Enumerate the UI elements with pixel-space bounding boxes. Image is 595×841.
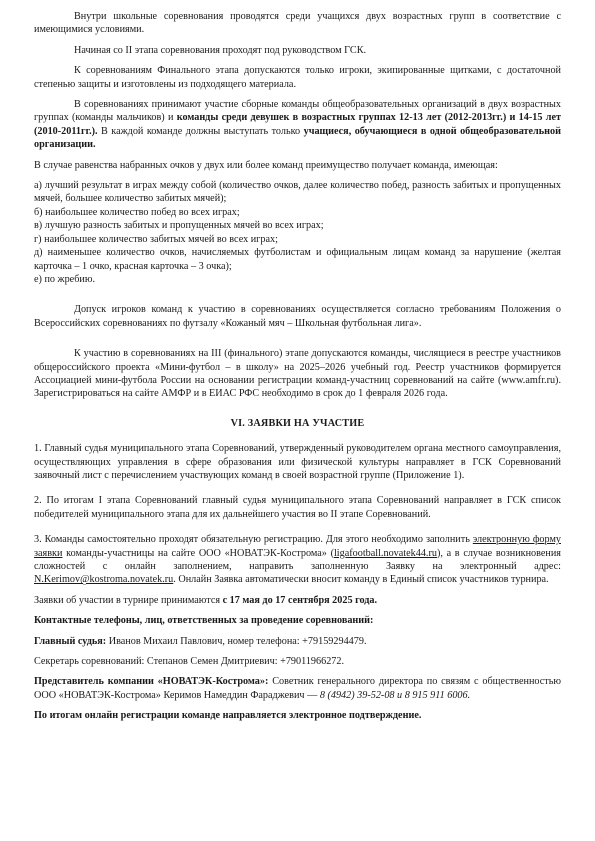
list-item: г) наибольшее количество забитых мячей во всех играх; (34, 233, 278, 245)
section-heading: VI. ЗАЯВКИ НА УЧАСТИЕ (230, 417, 365, 429)
list-item: д) наименьшее количество очков, начисляемых футболистам и официальным лицам команд за нарушение (желтая карточка – 1 очко, красная карточка – 3 очка); (34, 247, 561, 272)
item3-text-d: . Онлайн Заявка автоматически вносит команду в Единый список участников турнира. (173, 574, 549, 586)
site-link[interactable]: ligafootball.novatek44.ru (333, 547, 437, 559)
participants-girls-groups: команды среди девушек в возрастных группах 12-13 лет (2012-2013гг.) и 14-15 лет (2010-2011гг.). (34, 112, 561, 137)
participants-text-a: В соревнованиях принимают участие сборные команды общеобразовательных организаций в двух возрастных группах (команды мальчиков) и (34, 99, 561, 124)
item3-text-c: ), а в случае возникновения сложностей с онлайн заполнением, направить заполненную Заявку на электронный адрес: (34, 547, 561, 572)
footer-note (34, 709, 561, 722)
paragraph-equipment: К соревнованиям Финального этапа допускаются только игроки, экипированные щитками, с достаточной степенью защиты и изготовлены из подходящего материала. (34, 65, 561, 90)
list-item: а) лучший результат в играх между собой (количество очков, далее количество побед, разность забитых и пропущенных мячей, большее количество забитых мячей); (34, 180, 561, 205)
contact-judge (34, 635, 561, 648)
list-item: б) наибольшее количество побед во всех играх; (34, 206, 240, 218)
paragraph-participants (34, 98, 561, 152)
application-item-3 (34, 533, 561, 587)
paragraph-gsk: Начиная со II этапа соревнования проходят под руководством ГСК. (74, 44, 367, 56)
tiebreak-list (34, 179, 561, 286)
application-item-2: 2. По итогам I этапа Соревнований главный судья муниципального этапа Соревнований направляет в ГСК список победителей муниципального этапа для их дальнейшего участия во II этапе Соревнований. (34, 495, 561, 520)
list-item: е) по жребию. (34, 273, 96, 285)
participants-same-school: учащиеся, обучающиеся в одной общеобразовательной организации. (34, 125, 561, 151)
application-item-1: 1. Главный судья муниципального этапа Соревнований, утвержденный руководителем органа местного самоуправления, осуществляющих управления в сфере образования или физической культуры направляет в ГСК Соревнований заявочный лист с перечислением участвующих команд в своей возрастной группе (Приложение 1). (34, 443, 561, 481)
novatek-text: Советник генерального директора по связям с общественностью ООО «НОВАТЭК-Кострома» Керимов Намеддин Фараджевич — (34, 676, 561, 701)
footer-note-text: По итогам онлайн регистрации команде направляется электронное подтверждение. (34, 710, 422, 722)
judge-text: Иванов Михаил Павлович, номер телефона: +79159294479. (106, 635, 367, 647)
list-item: в) лучшую разность забитых и пропущенных мячей во всех играх; (34, 220, 324, 232)
item3-text-a: 3. Команды самостоятельно проходят обязательную регистрацию. Для этого необходимо заполнить (34, 534, 473, 546)
contacts-heading (34, 614, 561, 627)
contact-novatek (34, 675, 561, 702)
dates-text: Заявки об участии в турнире принимаются (34, 594, 223, 606)
dates-range: с 17 мая до 17 сентября 2025 года. (222, 594, 378, 606)
novatek-label: Представитель компании «НОВАТЭК-Кострома»: (34, 676, 269, 688)
judge-label: Главный судья: (34, 635, 107, 647)
email-link[interactable]: N.Kerimov@kostroma.novatek.ru (34, 574, 174, 586)
application-dates (34, 594, 561, 607)
form-link[interactable]: электронную форму заявки (34, 534, 561, 559)
item3-text-b: команды-участницы на сайте ООО «НОВАТЭК-Кострома» ( (62, 547, 334, 559)
novatek-phones: 8 (4942) 39-52-08 и 8 915 911 6006. (319, 689, 471, 701)
participants-text-c: В каждой команде должны выступать только (97, 125, 304, 137)
contacts-heading-text: Контактные телефоны, лиц, ответственных за проведение соревнований: (34, 615, 374, 627)
paragraph-final-stage: К участию в соревнованиях на III (финального) этапе допускаются команды, числящиеся в реестре участников общероссийского проекта «Мини-футбол – в школу» на 2025–2026 учебный год. Реестр участников формируется Ассоциацией мини-футбола России на основании регистрации команд-участниц соревнований на сайте (www.amfr.ru). Зарегистрироваться на сайте АМФР и в ЕИАС РФС необходимо в срок до 1 февраля 2026 года. (34, 348, 561, 400)
paragraph-school-stage: Внутри школьные соревнования проводятся среди учащихся двух возрастных групп в соответствие с имеющимися условиями. (34, 11, 561, 36)
contact-secretary: Секретарь соревнований: Степанов Семен Дмитриевич: +79011966272. (34, 656, 345, 668)
paragraph-admission: Допуск игроков команд к участию в соревнованиях осуществляется согласно требованиям Положения о Всероссийских соревнованиях по футзалу «Кожаный мяч – Школьная футбольная лига». (34, 304, 561, 329)
paragraph-tiebreak-intro: В случае равенства набранных очков у двух или более команд преимущество получает команда, имеющая: (34, 159, 498, 171)
